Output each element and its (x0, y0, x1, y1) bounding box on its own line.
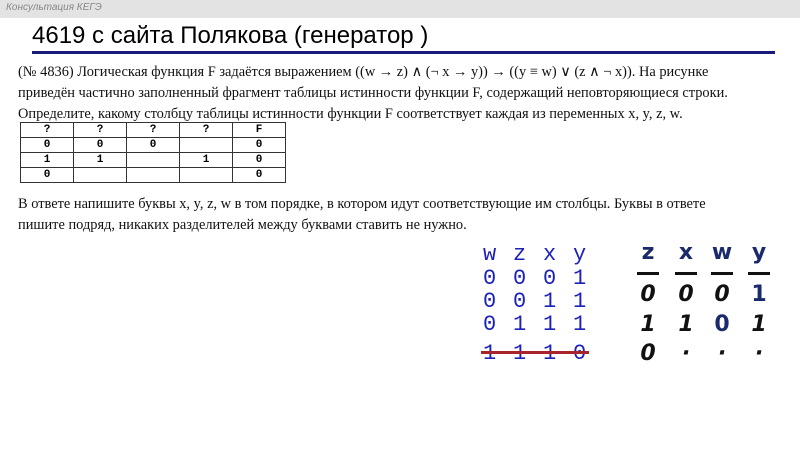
underline-mark (637, 272, 659, 275)
handwritten-header: w (711, 240, 733, 265)
cell (127, 168, 180, 183)
handwritten-header: x (678, 240, 694, 265)
solution-header: z (513, 242, 527, 267)
cell: F (233, 123, 286, 138)
table-row (21, 168, 286, 183)
underline-mark (748, 272, 770, 275)
cell (180, 168, 233, 183)
cell: 0 (74, 138, 127, 153)
answer-instructions (18, 194, 788, 236)
slide-title: 4619 с сайта Полякова (генератор ) (32, 22, 429, 49)
cell: 0 (233, 153, 286, 168)
handwritten-cell: 1 (640, 312, 656, 337)
cell: 0 (21, 168, 74, 183)
table-row (21, 153, 286, 168)
table-row (21, 138, 286, 153)
handwritten-cell: 1 (751, 282, 767, 307)
handwritten-cell: 0 (640, 341, 656, 366)
handwritten-cell: · (754, 341, 764, 366)
cell: 0 (233, 138, 286, 153)
handwritten-header: y (751, 240, 767, 265)
title-underline (32, 51, 775, 54)
solution-cell: 1 (573, 266, 587, 291)
cell: 1 (180, 153, 233, 168)
cell: 1 (74, 153, 127, 168)
handwritten-cell: · (681, 341, 691, 366)
cell: ? (21, 123, 74, 138)
solution-cell: 1 (573, 312, 587, 337)
solution-cell: 0 (513, 289, 527, 314)
solution-cell: 1 (543, 289, 557, 314)
solution-cell: 0 (483, 266, 497, 291)
underline-mark (675, 272, 697, 275)
solution-cell: 0 (483, 289, 497, 314)
solution-cell: 1 (543, 312, 557, 337)
cell: 0 (127, 138, 180, 153)
solution-header: x (543, 242, 557, 267)
problem-line: приведён частично заполненный фрагмент таблицы истинности функции F, содержащий неповторяющиеся строки. (18, 85, 728, 101)
solution-cell: 0 (483, 312, 497, 337)
cell: ? (127, 123, 180, 138)
cell: 0 (21, 138, 74, 153)
cell: 1 (21, 153, 74, 168)
handwritten-cell: 1 (751, 312, 767, 337)
instruction-line: пишите подряд, никаких разделителей между буквами ставить не нужно. (18, 217, 467, 233)
solution-cell: 1 (573, 289, 587, 314)
cell: 0 (233, 168, 286, 183)
handwritten-cell: 0 (714, 282, 730, 307)
strikethrough-line (481, 351, 589, 354)
solution-cell: 1 (513, 312, 527, 337)
solution-header: y (573, 242, 587, 267)
solution-cell: 0 (513, 266, 527, 291)
problem-line: (№ 4836) Логическая функция F задаётся выражением ((w → z) ∧ (¬ x → y)) → ((y ≡ w) ∨ (z ∧ ¬ x)). На рисунке (18, 64, 709, 80)
top-bar (0, 0, 800, 18)
underline-mark (711, 272, 733, 275)
brand-label: Консультация КЕГЭ (6, 2, 102, 13)
cell: ? (180, 123, 233, 138)
problem-line: Определите, какому столбцу таблицы истинности функции F соответствует каждая из переменных x, y, z, w. (18, 106, 683, 122)
handwritten-cell: 0 (678, 282, 694, 307)
cell (74, 168, 127, 183)
handwritten-cell: · (717, 341, 727, 366)
problem-text (18, 62, 788, 125)
handwritten-cell: 0 (640, 282, 656, 307)
cell (127, 153, 180, 168)
cell (180, 138, 233, 153)
handwritten-cell: 1 (678, 312, 694, 337)
table-row (21, 123, 286, 138)
truth-table (20, 122, 286, 183)
handwritten-header: z (641, 240, 655, 265)
cell: ? (74, 123, 127, 138)
handwritten-cell: 0 (714, 312, 730, 337)
instruction-line: В ответе напишите буквы x, y, z, w в том порядке, в котором идут соответствующие им столбцы. Буквы в ответе (18, 196, 706, 212)
solution-header: w (483, 242, 497, 267)
solution-cell: 0 (543, 266, 557, 291)
